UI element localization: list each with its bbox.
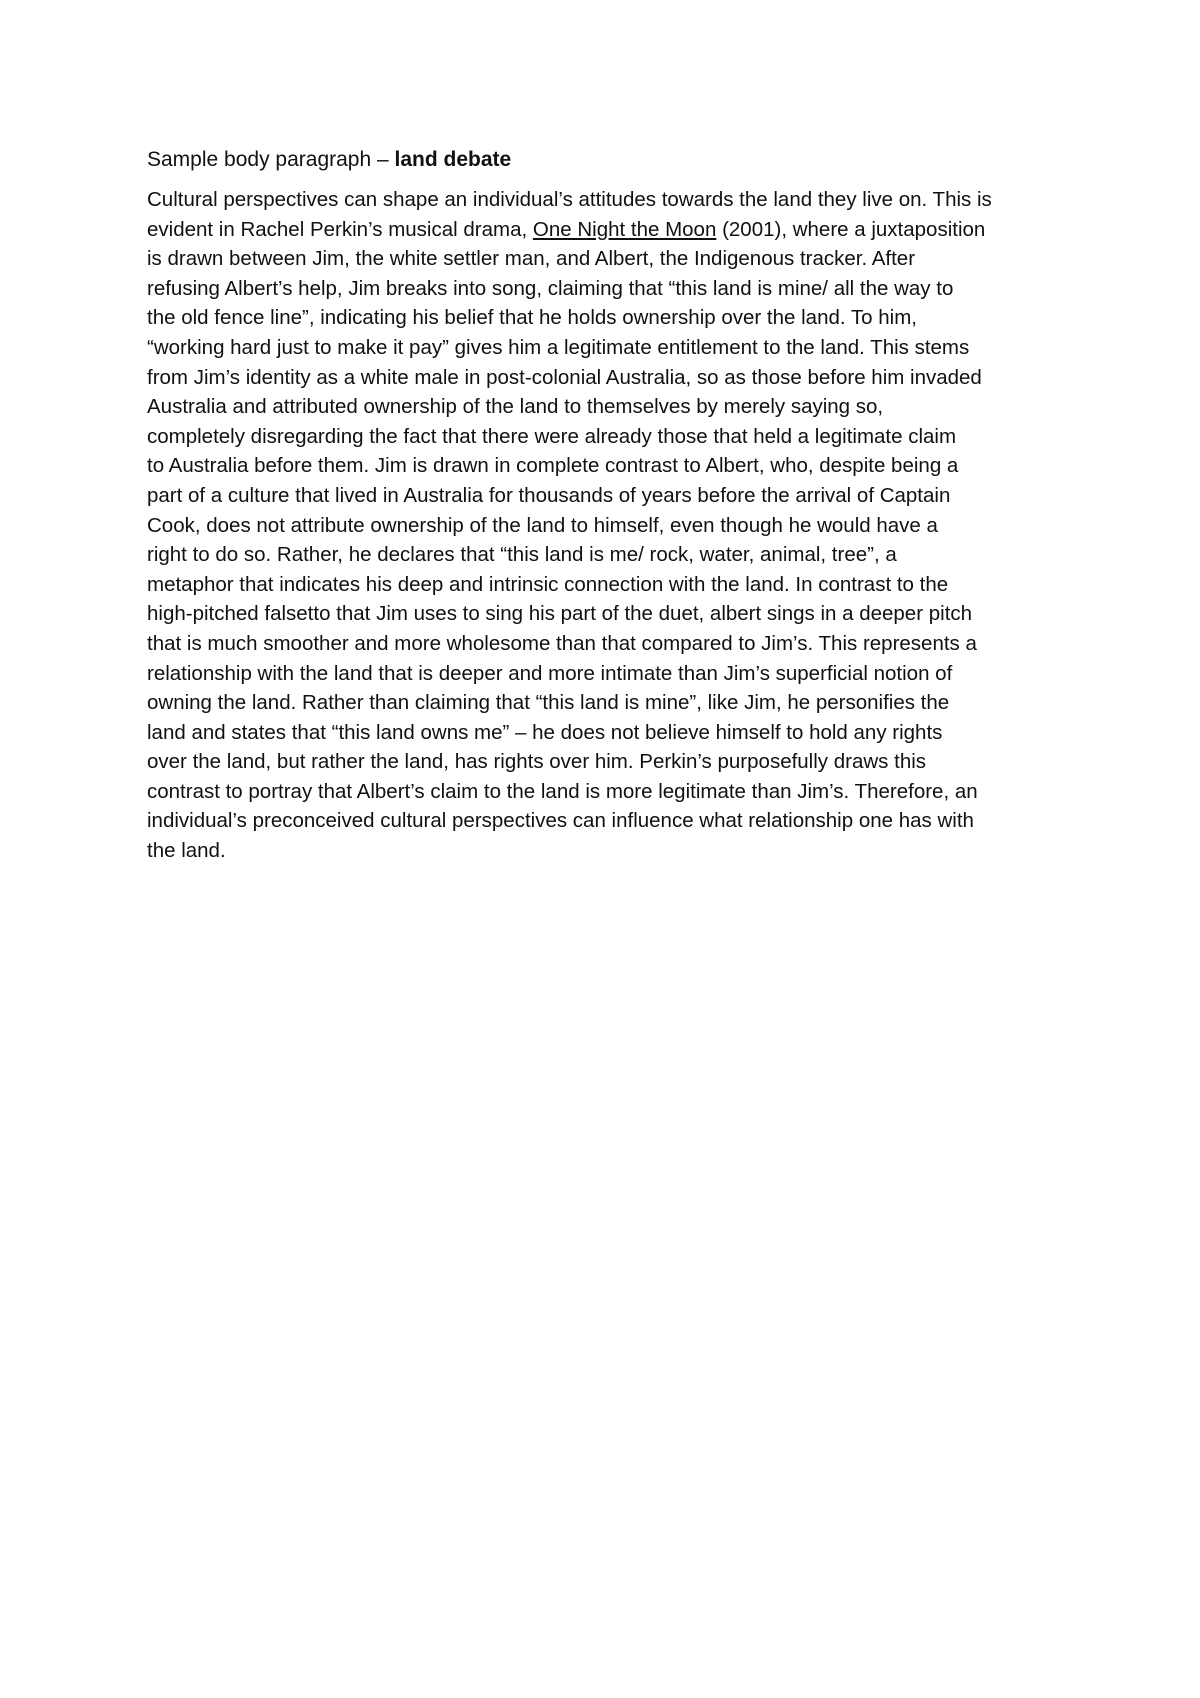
paragraph-line: the old fence line”, indicating his belief that he holds ownership over the land. To him, [147, 306, 917, 330]
paragraph-line: right to do so. Rather, he declares that “this land is me/ rock, water, animal, tree”, a [147, 543, 897, 567]
paragraph-line: Cultural perspectives can shape an individual’s attitudes towards the land they live on. This is [147, 188, 992, 211]
paragraph-line: Cook, does not attribute ownership of the land to himself, even though he would have a [147, 513, 938, 537]
paragraph-line: from Jim’s identity as a white male in post-colonial Australia, so as those before him invaded [147, 365, 982, 389]
paragraph-line: contrast to portray that Albert’s claim to the land is more legitimate than Jim’s. Therefore, an [147, 779, 978, 803]
paragraph-line: land and states that “this land owns me” – he does not believe himself to hold any rights [147, 720, 943, 744]
heading-prefix: Sample body paragraph – [147, 148, 395, 171]
paragraph-line: refusing Albert’s help, Jim breaks into song, claiming that “this land is mine/ all the way to [147, 276, 954, 300]
paragraph-line: to Australia before them. Jim is drawn in complete contrast to Albert, who, despite being a [147, 454, 959, 478]
paragraph-line: Australia and attributed ownership of the land to themselves by merely saying so, [147, 395, 884, 419]
paragraph-line: completely disregarding the fact that there were already those that held a legitimate claim [147, 424, 957, 448]
paragraph-line: “working hard just to make it pay” gives him a legitimate entitlement to the land. This stems [147, 335, 970, 359]
paragraph-line: part of a culture that lived in Australia for thousands of years before the arrival of Captain [147, 483, 951, 507]
body-paragraph [147, 185, 1067, 866]
heading-bold: land debate [394, 148, 512, 171]
paragraph-line: owning the land. Rather than claiming that “this land is mine”, like Jim, he personifies the [147, 691, 950, 715]
paragraph-line: individual’s preconceived cultural perspectives can influence what relationship one has with [147, 809, 974, 833]
paragraph-line: is drawn between Jim, the white settler man, and Albert, the Indigenous tracker. After [147, 247, 916, 271]
document-heading [147, 145, 1067, 175]
paragraph-line: metaphor that indicates his deep and intrinsic connection with the land. In contrast to the [147, 572, 949, 596]
paragraph-line: the land. [147, 839, 226, 863]
paragraph-line: high-pitched falsetto that Jim uses to sing his part of the duet, albert sings in a deeper pitch [147, 602, 973, 626]
paragraph-line: relationship with the land that is deeper and more intimate than Jim’s superficial notion of [147, 661, 953, 685]
paragraph-line [147, 215, 1067, 245]
paragraph-text: evident in Rachel Perkin’s musical drama, [147, 217, 533, 241]
film-title: One Night the Moon [532, 217, 717, 241]
paragraph-text: (2001), where a juxtaposition [716, 217, 986, 241]
document-content [147, 145, 1067, 866]
paragraph-line: over the land, but rather the land, has rights over him. Perkin’s purposefully draws this [147, 750, 927, 774]
paragraph-line: that is much smoother and more wholesome than that compared to Jim’s. This represents a [147, 631, 977, 655]
